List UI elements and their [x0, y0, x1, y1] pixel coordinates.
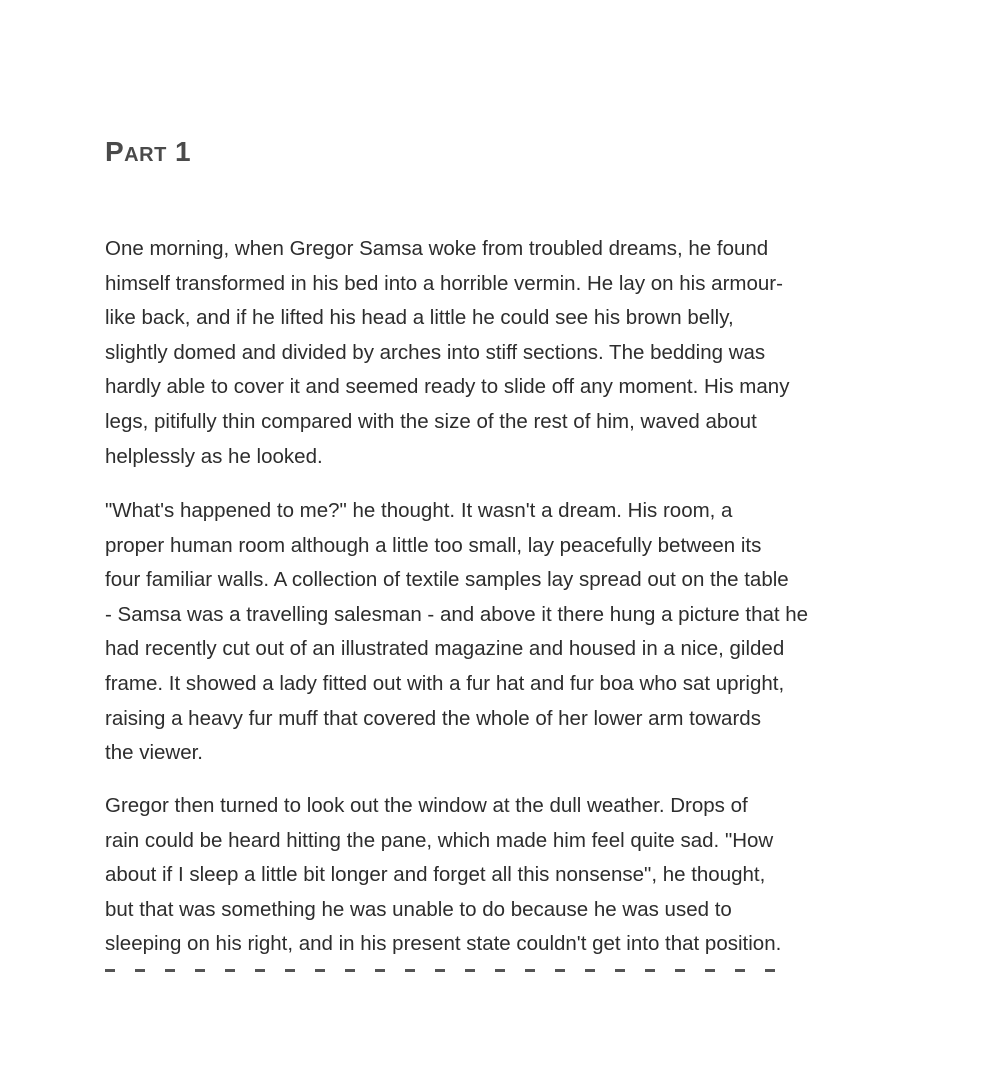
text-line: four familiar walls. A collection of textile samples lay spread out on the table	[105, 568, 789, 592]
document-page	[105, 0, 905, 1085]
text-line: raising a heavy fur muff that covered the whole of her lower arm towards	[105, 706, 761, 730]
paragraph	[105, 789, 895, 962]
text-line: sleeping on his right, and in his present state couldn't get into that position.	[105, 932, 782, 956]
text-line: rain could be heard hitting the pane, which made him feel quite sad. "How	[105, 828, 774, 852]
text-line: proper human room although a little too small, lay peacefully between its	[105, 533, 762, 557]
text-line: One morning, when Gregor Samsa woke from troubled dreams, he found	[105, 237, 769, 260]
cut-off-next-line	[105, 962, 905, 972]
text-line: slightly domed and divided by arches into stiff sections. The bedding was	[105, 340, 766, 364]
text-line: himself transformed in his bed into a horrible vermin. He lay on his armour-	[105, 271, 783, 295]
text-line: the viewer.	[105, 741, 203, 765]
text-line: helplessly as he looked.	[105, 444, 323, 468]
chapter-title: Part 1	[105, 136, 192, 167]
text-line: had recently cut out of an illustrated magazine and housed in a nice, gilded	[105, 637, 785, 661]
paragraph	[105, 494, 895, 771]
text-line: about if I sleep a little bit longer and forget all this nonsense", he thought,	[105, 863, 766, 887]
cut-off-text-fragment	[105, 969, 795, 972]
text-line: legs, pitifully thin compared with the size of the rest of him, waved about	[105, 409, 757, 433]
text-line: Gregor then turned to look out the window at the dull weather. Drops of	[105, 794, 748, 817]
text-line: like back, and if he lifted his head a little he could see his brown belly,	[105, 306, 734, 330]
text-line: - Samsa was a travelling salesman - and above it there hung a picture that he	[105, 602, 809, 626]
paragraph	[105, 232, 895, 474]
text-line: "What's happened to me?" he thought. It wasn't a dream. His room, a	[105, 499, 733, 522]
text-line: but that was something he was unable to do because he was used to	[105, 897, 732, 921]
text-line: hardly able to cover it and seemed ready to slide off any moment. His many	[105, 375, 790, 399]
text-line: frame. It showed a lady fitted out with a fur hat and fur boa who sat upright,	[105, 671, 785, 695]
